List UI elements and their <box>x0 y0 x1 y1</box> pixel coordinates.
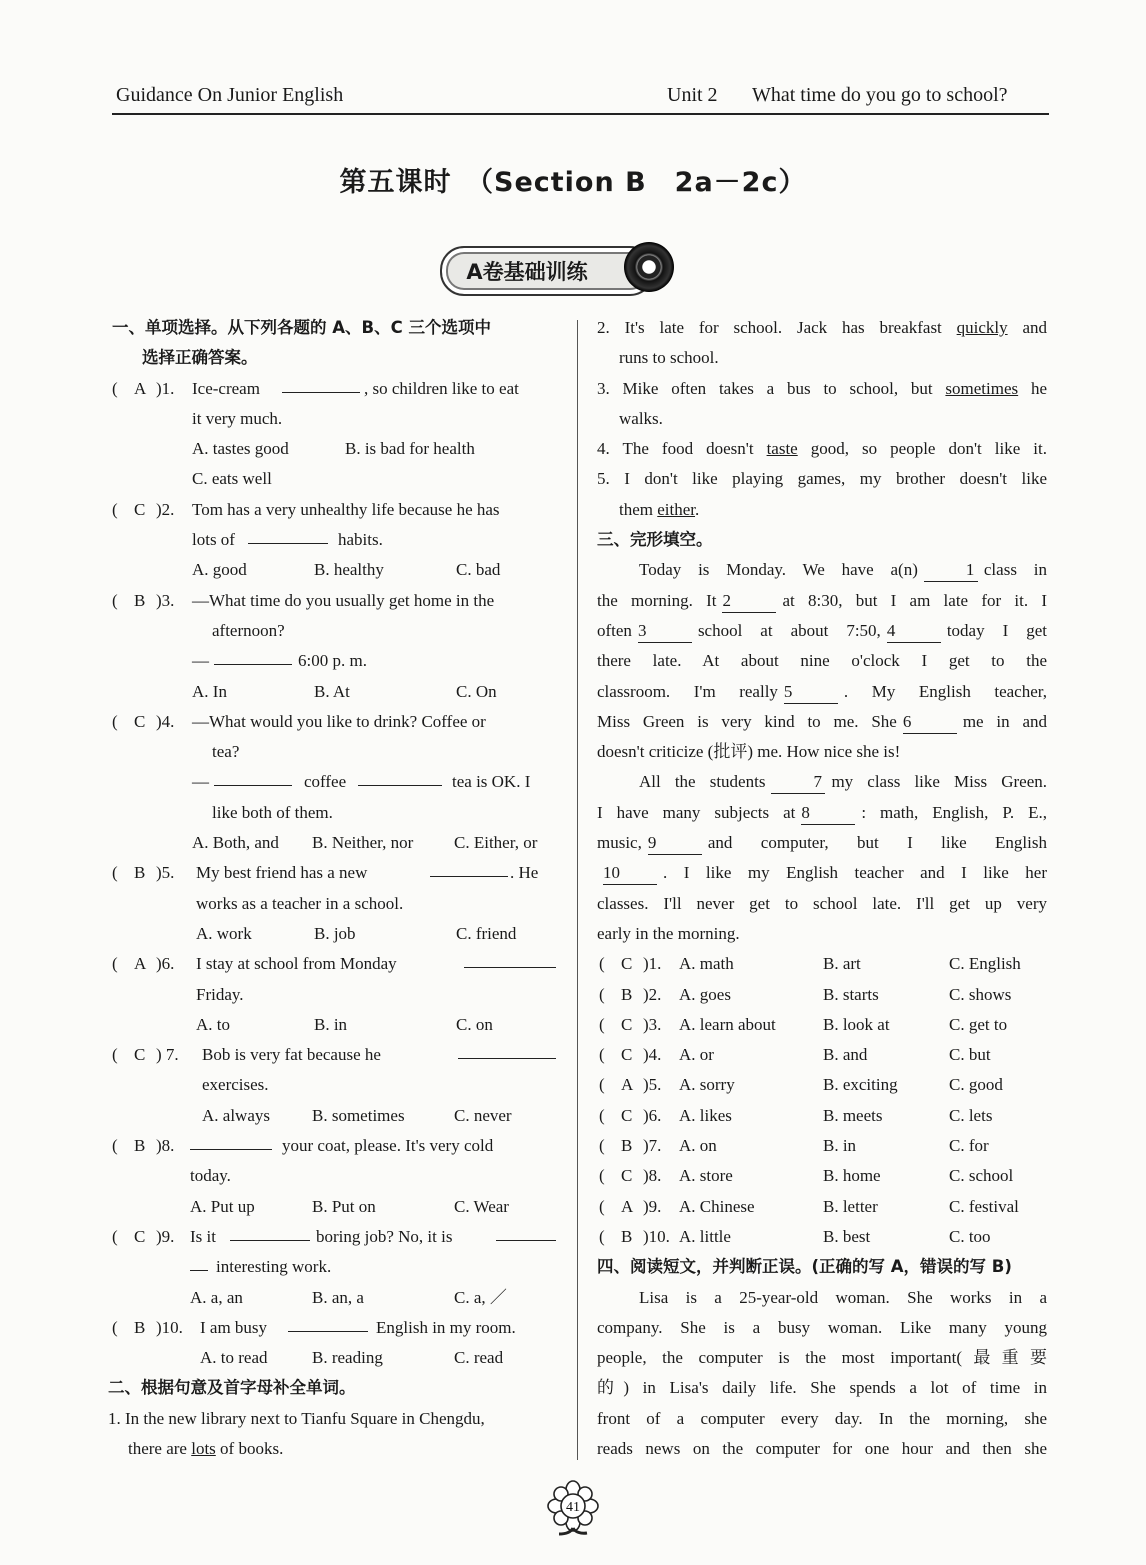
question-1-options: A. tastes good B. is bad for health <box>192 439 475 459</box>
answer-letter: A <box>134 954 147 974</box>
column-divider <box>577 320 578 1460</box>
answer-letter: B <box>134 1317 146 1337</box>
option-b: B. starts <box>823 984 879 1004</box>
answer-letter: C <box>621 954 633 974</box>
option-a: A. store <box>679 1166 733 1186</box>
option-b: B. home <box>823 1166 881 1186</box>
answer-word: sometimes <box>945 378 1019 398</box>
cloze-blank: 1 <box>924 559 978 582</box>
page-number-badge <box>545 1480 601 1536</box>
sentence-1-cont: there are lots of books. <box>128 1438 284 1458</box>
blank <box>496 1222 556 1241</box>
question-4-options: A. Both, and B. Neither, nor C. Either, or <box>192 833 538 853</box>
option-c: C. too <box>949 1226 991 1246</box>
cloze-option-row: ( C )3. A. learn about B. look at C. get to <box>597 1010 1047 1040</box>
blank <box>282 374 360 393</box>
cloze-line: early in the morning. <box>597 923 740 943</box>
option-b: B. exciting <box>823 1075 898 1095</box>
question-9-options: A. a, an B. an, a C. a, ／ <box>190 1287 507 1307</box>
answer-letter: C <box>134 711 146 731</box>
cloze-blank: 2 <box>722 590 776 613</box>
blank <box>464 949 556 968</box>
cloze-option-row: ( C )4. A. or B. and C. but <box>597 1040 1047 1070</box>
cloze-blank: 6 <box>903 711 957 734</box>
question-7: ( C ) 7. Bob is very fat because he <box>112 1040 562 1070</box>
blank <box>230 1222 310 1241</box>
question-6-options: A. to B. in C. on <box>196 1014 493 1034</box>
section-banner <box>440 246 654 296</box>
cloze-line: classroom. I'm really 5 . My English teacher, <box>597 677 1047 707</box>
cloze-line: Today is Monday. We have a(n) 1 class in <box>597 555 1047 585</box>
answer-word: taste <box>766 439 798 459</box>
cloze-option-row: ( C )1. A. math B. art C. English <box>597 949 1047 979</box>
question-6: ( A )6. I stay at school from Monday <box>112 949 562 979</box>
cloze-option-row: ( C )6. A. likes B. meets C. lets <box>597 1101 1047 1131</box>
tire-icon <box>624 242 674 292</box>
running-header-left: Guidance On Junior English <box>116 84 344 106</box>
question-1: ( A )1. Ice-cream , so children like to eat <box>112 374 562 404</box>
cloze-line: often 3 school at about 7:50, 4 today I get <box>597 616 1047 646</box>
blank <box>248 525 328 544</box>
cloze-blank: 9 <box>648 832 702 855</box>
blank <box>458 1040 556 1059</box>
right-column: 2. It's late for school. Jack has breakfast quickly and runs to school. 3. Mike often takes a bus to school, but sometimes he walks. 4. The food doesn't taste good, so people don't like it. 5. I don't like playing games, my brother doesn't like them either. 三、完形填空。 Today is Monday. We have a(n) 1 class in the morning. It 2 at 8:30, but I am late for it. I often 3 school at about 7:50, 4 today I get there late. At about nine o'clock I get to the classroom. I'm really 5 . My English teacher, Miss Green is very kind to me. She 6 me in and doesn't criticize (批评) me. How nice she is! All the students 7 my class like Miss Green. I have many subjects at 8 : math, English, P. E., music, 9 and computer, but I like English 10 . I like my English teacher and I like her classes. I'll never get to school late. I'll get up very early in the morning. ( C )1. A. math B. art C. English ( B )2. A. goes B. starts C. shows ( C )3. A. learn about B. look at C. get to ( C )4. A. or B. and C. but ( A )5. A. sorry B. exciting C. good ( C )6. A. likes B. meets C. lets ( B )7. A. on B. in C. for ( C )8. A. store B. home C. school ( A )9. A. Chinese B. letter C. festival ( B )10. A. little B. best C. too 四、阅读短文，并判断正误。(正确的写 A，错误的写 B) Lisa is a 25-year-old woman. She works in a company. She is a busy woman. Like many young people, the computer is the most important(最重要 的) in Lisa's daily life. She spends a lot of time in front of a computer every day. In the morning, she reads news on the computer for one hour and then she <box>597 313 1047 1464</box>
answer-word: quickly <box>956 318 1008 337</box>
blank <box>214 646 292 665</box>
option-a: A. likes <box>679 1105 732 1125</box>
left-column: 一、单项选择。从下列各题的 A、B、C 三个选项中 选择正确答案。 ( A )1. Ice-cream , so children like to eat it very much. A. tastes good B. is bad for health C. eats well ( C )2. Tom has a very unhealthy life because he has lots of habits. A. good B. healthy C. bad ( B )3. —What time do you usually get home in the afternoon? — 6:00 p. m. A. In B. At C. On ( C )4. —What would you like to drink? Coffee or tea? — coffee tea is OK. I like both of them. A. Both, and B. Neither, nor C. Either, or ( B )5. My best friend has a new . He works as a teacher in a school. A. work B. job C. friend ( A )6. I stay at school from Monday Friday. A. to B. in C. on ( C ) 7. Bob is very fat because he exercises. A. always B. sometimes C. never ( B )8. your coat, please. It's very cold today. A. Put up B. Put on C. Wear ( C )9. Is it boring job? No, it is interesting work. A. a, an B. an, a C. a, ／ ( B )10. I am busy English in my room. A. to read B. reading C. read 二、根据句意及首字母补全单词。 1. In the new library next to Tianfu Square in Chengdu, there are lots of books. <box>112 313 562 1464</box>
sentence-1: 1. In the new library next to Tianfu Square in Chengdu, <box>108 1408 485 1428</box>
cloze-blank: 3 <box>638 620 692 643</box>
question-8-options: A. Put up B. Put on C. Wear <box>190 1196 509 1216</box>
option-c: C. English <box>949 954 1021 974</box>
cloze-line: music, 9 and computer, but I like English <box>597 828 1047 858</box>
part2-title: 二、根据句意及首字母补全单词。 <box>108 1378 356 1398</box>
cloze-line: classes. I'll never get to school late. I'll get up very <box>597 893 1047 913</box>
cloze-blank: 4 <box>887 620 941 643</box>
part1-title: 一、单项选择。从下列各题的 A、B、C 三个选项中 <box>112 318 491 337</box>
option-c: C. but <box>949 1045 991 1065</box>
part1-title-cont: 选择正确答案。 <box>142 348 258 368</box>
reading-passage <box>597 1283 1047 1465</box>
blank <box>190 1131 272 1150</box>
cloze-line: 10 . I like my English teacher and I like her <box>597 858 1047 888</box>
answer-letter: C <box>134 1045 146 1065</box>
option-a: A. goes <box>679 984 731 1004</box>
cloze-options <box>597 949 1047 1252</box>
question-10: ( B )10. I am busy English in my room. <box>112 1313 562 1343</box>
option-a: A. math <box>679 954 734 974</box>
option-c: C. shows <box>949 984 1012 1004</box>
answer-letter: A <box>621 1075 634 1095</box>
blank <box>358 767 442 786</box>
option-b: B. meets <box>823 1105 883 1125</box>
page-number: 41 <box>566 1500 580 1515</box>
part4-title: 四、阅读短文，并判断正误。(正确的写 A，错误的写 B) <box>597 1257 1012 1277</box>
banner-label: A卷基础训练 <box>466 260 588 284</box>
option-c: C. get to <box>949 1014 1008 1034</box>
cloze-option-row: ( B )10. A. little B. best C. too <box>597 1222 1047 1252</box>
answer-letter: C <box>134 499 146 519</box>
answer-letter: B <box>134 863 146 883</box>
question-7-options: A. always B. sometimes C. never <box>202 1105 512 1125</box>
question-5-options: A. work B. job C. friend <box>196 923 517 943</box>
answer-letter: B <box>134 1136 146 1156</box>
blank <box>190 1252 208 1271</box>
question-2: ( C )2. Tom has a very unhealthy life because he has <box>112 495 562 525</box>
reading-line: 的) in Lisa's daily life. She spends a lot of time in <box>597 1378 1047 1398</box>
answer-word: lots <box>191 1438 216 1458</box>
cloze-option-row: ( B )2. A. goes B. starts C. shows <box>597 980 1047 1010</box>
sentence-5: 5. I don't like playing games, my brother doesn't like <box>597 469 1047 489</box>
sentence-2: 2. It's late for school. Jack has breakfast quickly and <box>597 318 1048 337</box>
cloze-option-row: ( B )7. A. on B. in C. for <box>597 1131 1047 1161</box>
reading-line: Lisa is a 25-year-old woman. She works in a <box>639 1287 1047 1307</box>
question-4: ( C )4. —What would you like to drink? Coffee or <box>112 707 562 737</box>
cloze-blank: 5 <box>784 681 838 704</box>
option-b: B. in <box>823 1136 857 1156</box>
question-2-options: A. good B. healthy C. bad <box>192 560 501 580</box>
cloze-blank: 8 <box>801 802 855 825</box>
option-b: B. best <box>823 1226 871 1246</box>
header-rule <box>112 113 1049 115</box>
answer-letter: A <box>621 1196 634 1216</box>
answer-letter: B <box>134 590 146 610</box>
option-c: C. festival <box>949 1196 1019 1216</box>
cloze-line: All the students 7 my class like Miss Green. <box>597 767 1047 797</box>
lesson-title: 第五课时 （Section B 2a－2c） <box>339 167 807 198</box>
cloze-blank: 10 <box>603 862 657 885</box>
cloze-option-row: ( A )5. A. sorry B. exciting C. good <box>597 1070 1047 1100</box>
option-c: C. for <box>949 1136 989 1156</box>
question-3: ( B )3. —What time do you usually get home in the <box>112 586 562 616</box>
answer-letter: C <box>621 1014 633 1034</box>
option-c: C. lets <box>949 1105 993 1125</box>
sentence-4: 4. The food doesn't taste good, so people don't like it. <box>597 439 1047 459</box>
cloze-line: I have many subjects at 8 : math, English, P. E., <box>597 798 1047 828</box>
option-a: A. Chinese <box>679 1196 755 1216</box>
cloze-line: Miss Green is very kind to me. She 6 me in and <box>597 707 1047 737</box>
answer-letter: B <box>621 1226 633 1246</box>
option-b: B. art <box>823 954 861 974</box>
question-3-options: A. In B. At C. On <box>192 681 497 701</box>
cloze-passage <box>597 555 1047 949</box>
reading-line: front of a computer every day. In the morning, she <box>597 1408 1047 1428</box>
answer-letter: C <box>621 1105 633 1125</box>
answer-letter: A <box>134 378 147 398</box>
question-8: ( B )8. your coat, please. It's very cold <box>112 1131 562 1161</box>
cloze-blank: 7 <box>771 771 825 794</box>
running-header-title: What time do you go to school? <box>752 84 1008 106</box>
reading-line: reads news on the computer for one hour and then she <box>597 1438 1047 1458</box>
option-c: C. good <box>949 1075 1003 1095</box>
reading-line: company. She is a busy woman. Like many young <box>597 1317 1047 1337</box>
option-a: A. or <box>679 1045 714 1065</box>
option-c: C. school <box>949 1166 1014 1186</box>
cloze-line: doesn't criticize (批评) me. How nice she is! <box>597 742 901 762</box>
answer-letter: C <box>134 1226 146 1246</box>
option-a: A. learn about <box>679 1014 776 1034</box>
blank <box>288 1313 368 1332</box>
cloze-option-row: ( C )8. A. store B. home C. school <box>597 1161 1047 1191</box>
answer-word: either <box>657 499 696 519</box>
question-9: ( C )9. Is it boring job? No, it is <box>112 1222 562 1252</box>
running-header-unit: Unit 2 <box>667 84 718 106</box>
answer-letter: C <box>621 1045 633 1065</box>
blank <box>214 767 292 786</box>
question-5: ( B )5. My best friend has a new . He <box>112 858 562 888</box>
option-a: A. little <box>679 1226 731 1246</box>
option-a: A. sorry <box>679 1075 735 1095</box>
sentence-3: 3. Mike often takes a bus to school, but sometimes he <box>597 378 1047 398</box>
cloze-line: there late. At about nine o'clock I get to the <box>597 651 1047 671</box>
blank <box>430 858 508 877</box>
reading-line: people, the computer is the most important(最重要 <box>597 1348 1047 1368</box>
answer-letter: B <box>621 1136 633 1156</box>
option-b: B. and <box>823 1045 868 1065</box>
question-10-options: A. to read B. reading C. read <box>200 1348 504 1368</box>
cloze-option-row: ( A )9. A. Chinese B. letter C. festival <box>597 1192 1047 1222</box>
cloze-line: the morning. It 2 at 8:30, but I am late for it. I <box>597 586 1047 616</box>
answer-letter: C <box>621 1166 633 1186</box>
part3-title: 三、完形填空。 <box>597 530 713 550</box>
option-b: B. letter <box>823 1196 878 1216</box>
option-b: B. look at <box>823 1014 890 1034</box>
option-a: A. on <box>679 1136 717 1156</box>
answer-letter: B <box>621 984 633 1004</box>
